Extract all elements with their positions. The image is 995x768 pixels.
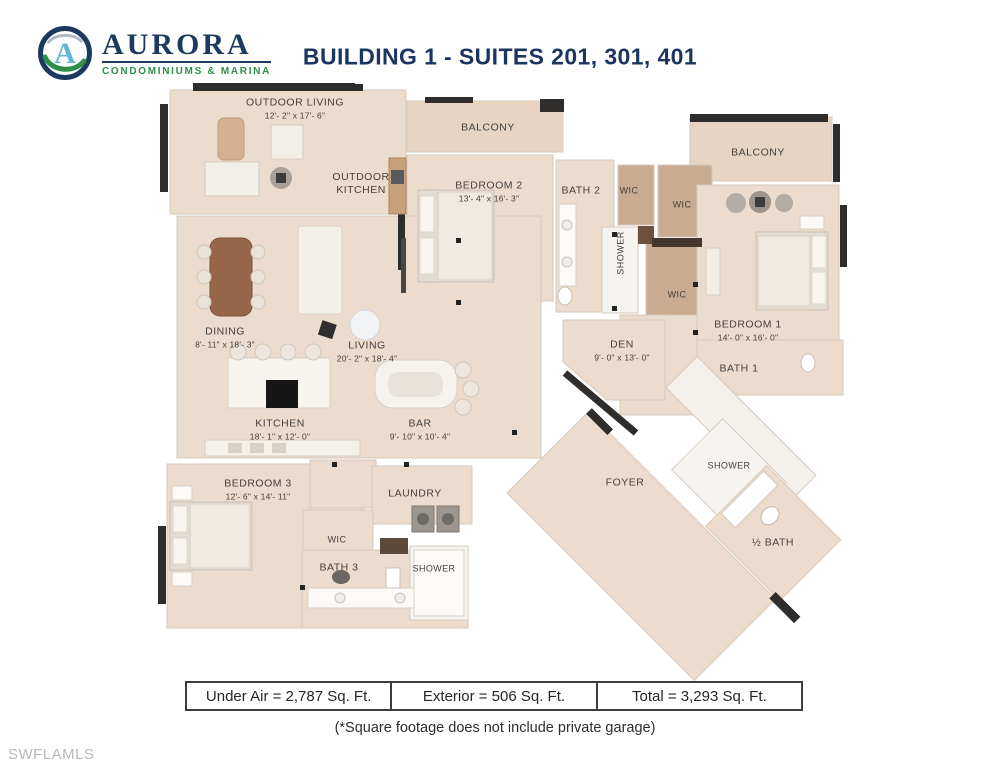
room-label-wic-3: WIC: [327, 534, 347, 545]
square-footage-note: (*Square footage does not include private garage): [334, 720, 656, 736]
total-sqft: Total = 3,293 Sq. Ft.: [631, 687, 767, 705]
logo-tagline: CONDOMINIUMS & MARINA: [102, 65, 272, 77]
exterior-sqft: Exterior = 506 Sq. Ft.: [392, 683, 597, 709]
room-label-bath-2: BATH 2: [561, 184, 601, 197]
room-label-shower-3: SHOWER: [412, 563, 456, 574]
under-air-sqft: Under Air = 2,787 Sq. Ft.: [187, 683, 392, 709]
logo-name: AURORA: [102, 30, 271, 63]
room-label-balcony-right: BALCONY: [731, 146, 785, 159]
page-title: BUILDING 1 - SUITES 201, 301, 401: [302, 43, 698, 70]
room-label-living: LIVING 20'- 2" x 18'- 4": [336, 339, 398, 364]
room-label-bedroom-1: BEDROOM 1 14'- 0" x 16'- 0": [714, 318, 782, 343]
room-label-wic-b: WIC: [672, 199, 692, 210]
room-label-bedroom-2: BEDROOM 2 13'- 4" x 16'- 3": [455, 179, 523, 204]
bar-counter-icon: [375, 360, 479, 415]
room-label-laundry: LAUNDRY: [388, 487, 442, 500]
room-label-wic-c: WIC: [667, 289, 687, 300]
mls-watermark: SWFLAMLS: [8, 746, 95, 763]
room-label-dining: DINING 8'- 11" x 18'- 3": [195, 325, 255, 350]
room-label-bath-1: BATH 1: [719, 362, 759, 375]
dining-table-icon: [197, 238, 265, 316]
room-label-balcony-center: BALCONY: [461, 121, 515, 134]
room-label-den: DEN 9'- 0" x 13'- 0": [594, 338, 650, 363]
room-label-foyer: FOYER: [605, 476, 645, 489]
room-label-bedroom-3: BEDROOM 3 12'- 6" x 14'- 11": [224, 477, 292, 502]
room-label-shower-bath2: SHOWER: [615, 231, 626, 275]
room-label-outdoor-living: OUTDOOR LIVING 12'- 2" x 17'- 6": [245, 96, 345, 121]
square-footage-table: [185, 681, 803, 711]
room-label-bar: BAR 9'- 10" x 10'- 4": [389, 417, 451, 442]
svg-text:A: A: [54, 37, 76, 70]
room-label-bath-3: BATH 3: [319, 561, 359, 574]
room-label-half-bath: ½ BATH: [752, 536, 794, 549]
room-label-shower-right: SHOWER: [707, 460, 751, 471]
room-label-kitchen: KITCHEN 18'- 1" x 12'- 0": [249, 417, 311, 442]
room-label-outdoor-kitchen: OUTDOOR KITCHEN: [332, 170, 390, 196]
room-label-wic-a: WIC: [619, 185, 639, 196]
